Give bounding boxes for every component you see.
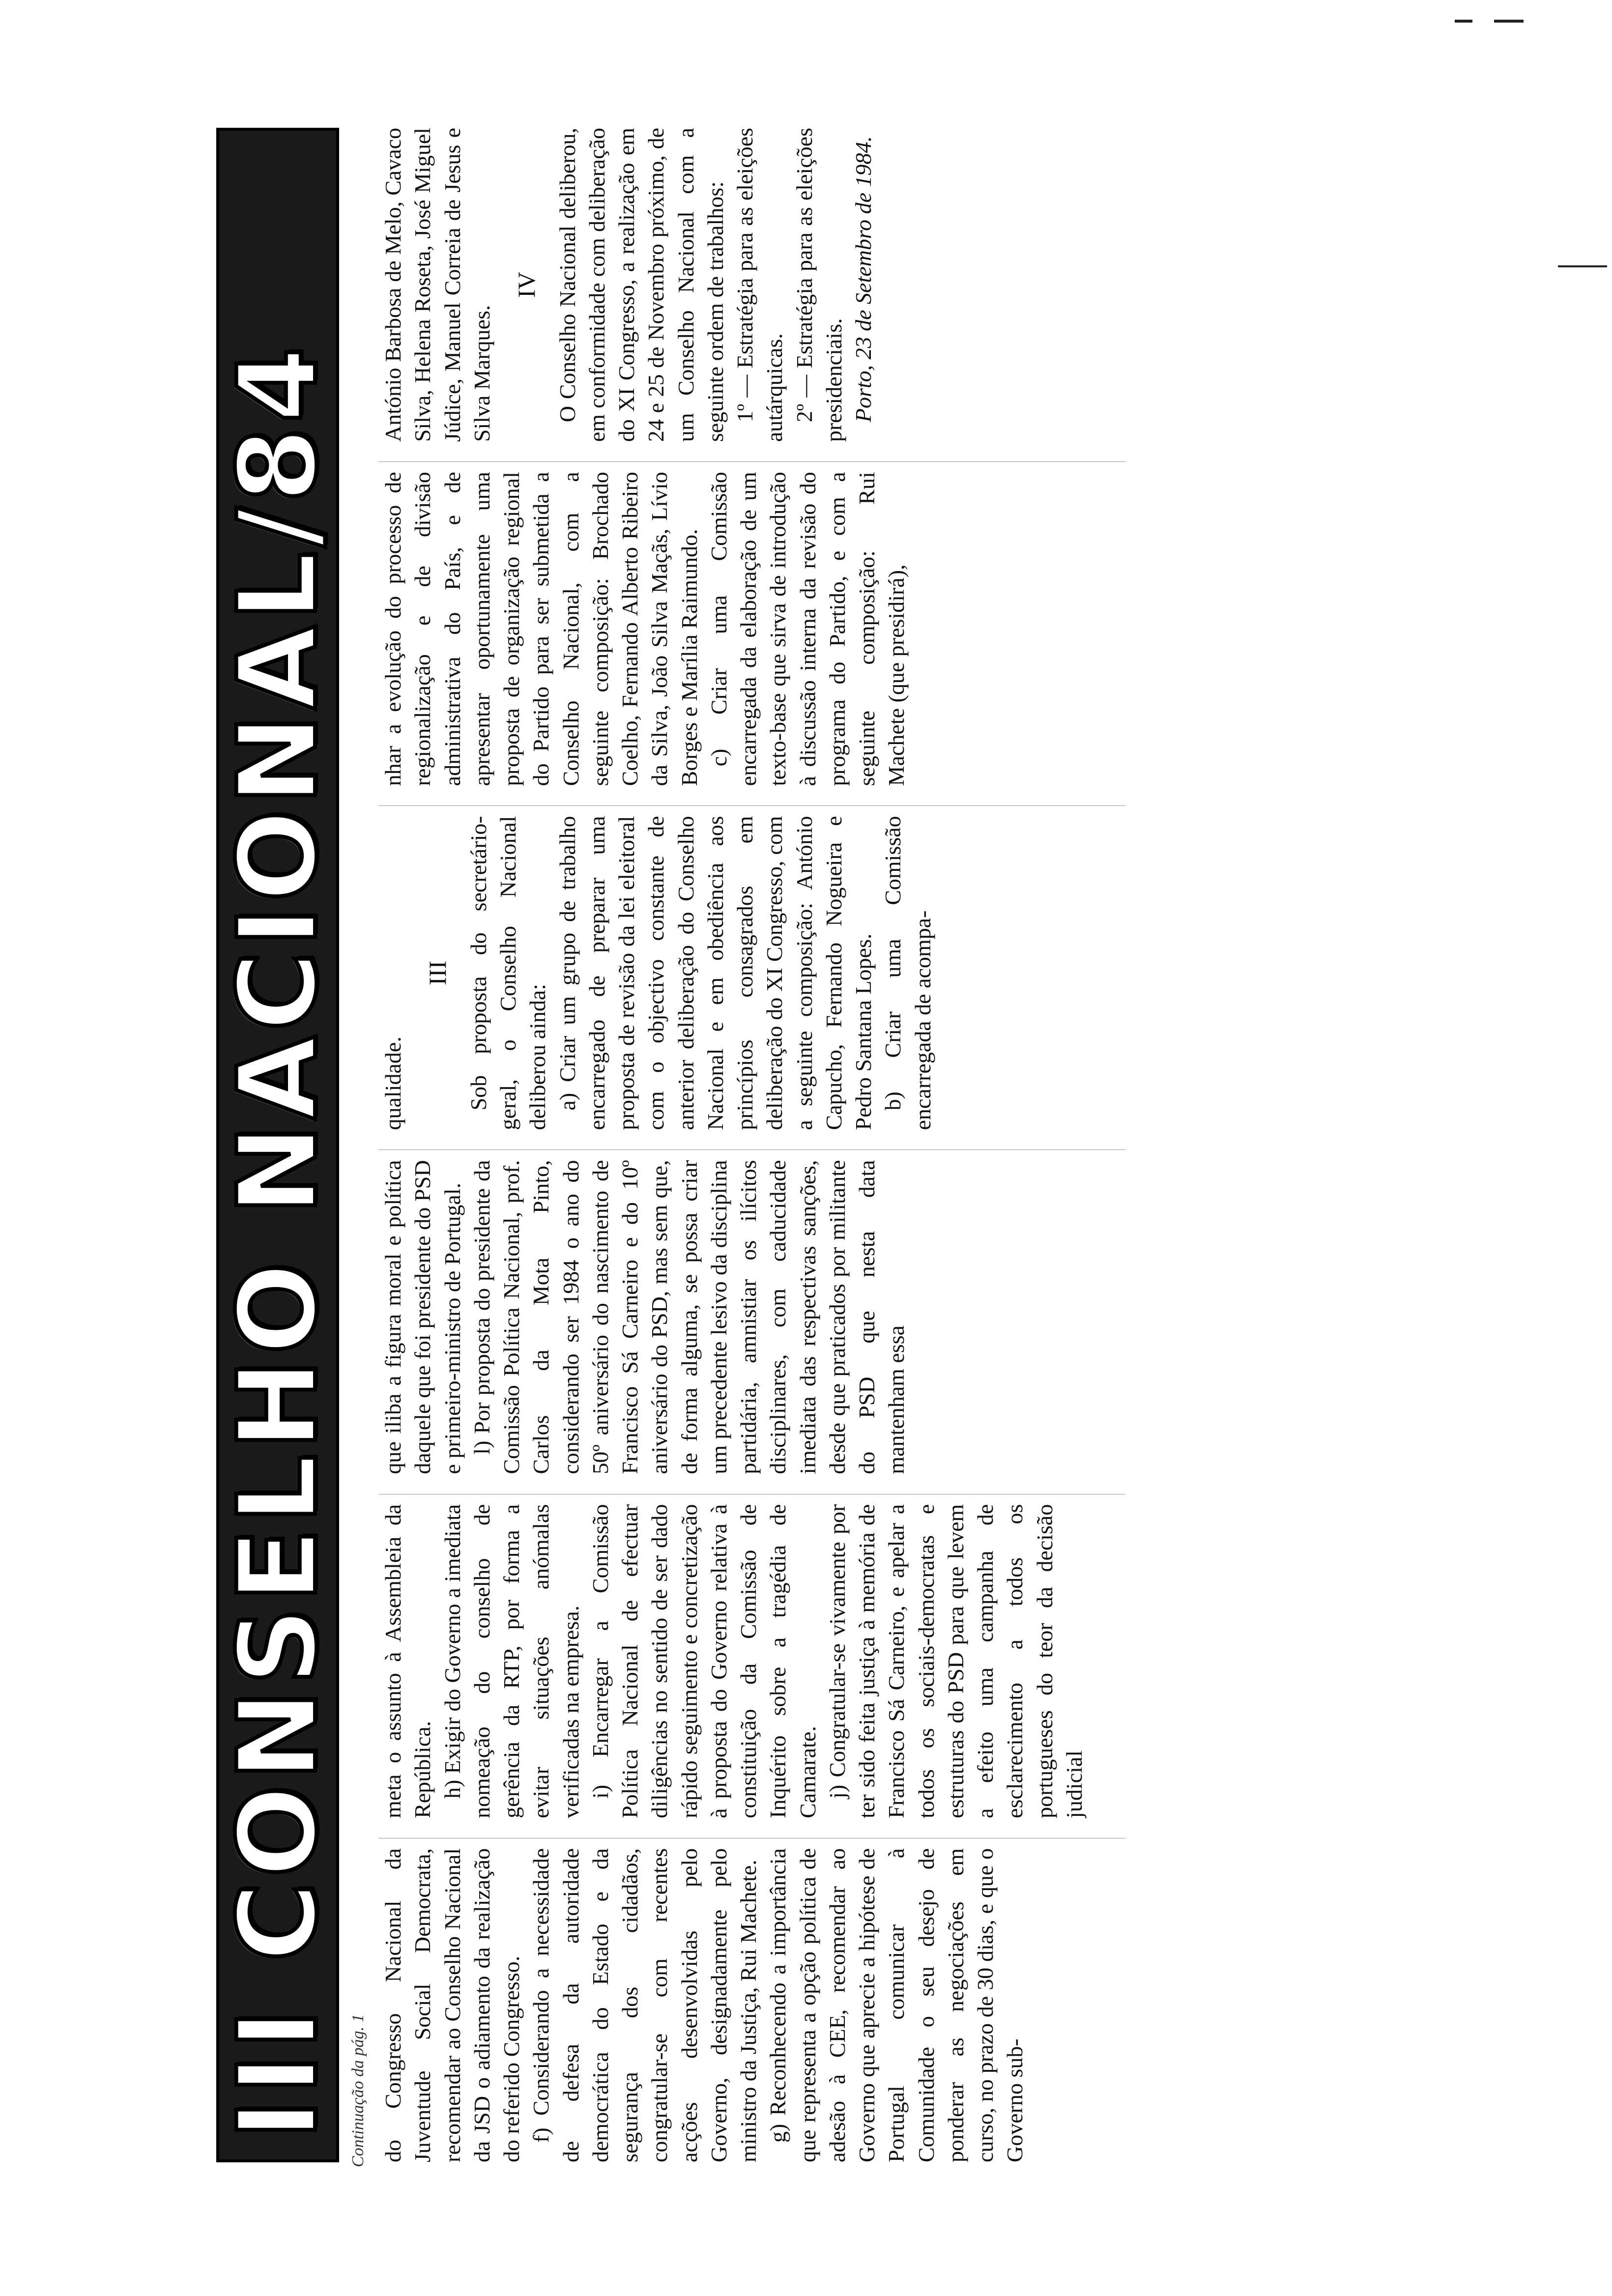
paragraph: 2º — Estratégia para as eleições presidenciais. (791, 127, 846, 442)
paragraph: António Barbosa de Melo, Cavaco Silva, Helena Roseta, José Miguel Júdice, Manuel Correia de Jesus e Silva Marques. (380, 127, 494, 442)
dateline: Porto, 23 de Setembro de 1984. (851, 136, 876, 423)
column-6 (378, 118, 1125, 442)
paragraph: meta o assunto à Assembleia da República. (380, 1504, 435, 1818)
paragraph: g) Reconhecendo a importância que representa a opção política de adesão à CEE, recomendar ao Governo que aprecie a hipótese de Portugal comunicar à Comunidade o seu desejo de ponderar as negociações em curso, no prazo de 30 dias, e que o Governo sub- (765, 1848, 1028, 2162)
paragraph: que iliba a figura moral e política daquele que foi presidente do PSD e primeiro-ministro de Portugal. (380, 1160, 465, 1474)
column-3 (378, 1149, 1125, 1474)
paragraph: do Congresso Nacional da Juventude Social Democrata, recomendar ao Conselho Nacional da JSD o adiamento da realização do referido Congresso. (380, 1848, 524, 2162)
scan-artifact (1455, 20, 1472, 23)
column-2 (378, 1494, 1125, 1818)
continuation-note: Continuação da pág. 1 (349, 2014, 367, 2167)
paragraph: f) Considerando a necessidade de defesa da autoridade democrática do Estado e da segurança dos cidadãos, congratular-se com recentes acções desenvolvidas pelo Governo, designadamente pelo ministro da Justiça, Rui Machete. (528, 1848, 761, 2162)
headline: III CONSELHO NACIONAL/84 (215, 342, 341, 2140)
paragraph: a) Criar um grupo de trabalho encarregado de preparar uma proposta de revisão da lei eleitoral com o objectivo constante de anterior deliberação do Conselho Nacional e em obediência aos princípios consagrados em deliberação do XI Congresso, com a seguinte composição: António Capucho, Fernando Nogueira e Pedro Santana Lopes. (554, 816, 876, 1130)
paragraph: O Conselho Nacional deliberou, em conformidade com deliberação do XI Congresso, a realização em 24 e 25 de Novembro próximo, de um Conselho Nacional com a seguinte ordem de trabalhos: (554, 127, 728, 442)
paragraph: Sob proposta do secretário-geral, o Conselho Nacional deliberou ainda: (465, 816, 550, 1130)
section-heading: IV (513, 272, 540, 298)
paragraph: qualidade. (380, 1036, 405, 1130)
paragraph: h) Exigir do Governo a imediata nomeação do conselho de gerência da RTP, por forma a evitar situações anómalas verificadas na empresa. (439, 1504, 583, 1818)
paragraph: i) Encarregar a Comissão Política Nacional de efectuar diligências no sentido de ser dado rápido seguimento e concretização à proposta do Governo relativa à constituição da Comissão de Inquérito sobre a tragédia de Camarate. (587, 1504, 820, 1818)
paragraph: c) Criar uma Comissão encarregada da elaboração de um texto-base que sirva de introdução à discussão interna da revisão do programa do Partido, e com a seguinte composição: Rui Machete (que presidirá), (706, 472, 909, 786)
newspaper-clipping (177, 98, 1140, 2182)
scan-artifact (1494, 20, 1524, 23)
section-heading: III (424, 960, 452, 985)
paragraph: l) Por proposta do presidente da Comissão Política Nacional, prof. Carlos da Mota Pinto, considerando ser 1984 o ano do 50º aniversário do nascimento de Francisco Sá Carneiro e do 10º aniversário do PSD, mas sem que, de forma alguma, se possa criar um precedente lesivo da disciplina partidária, amnistiar os ilícitos disciplinares, com caducidade imediata das respectivas sanções, desde que praticados por militante do PSD que nesta data mantenham essa (469, 1160, 909, 1474)
paragraph: nhar a evolução do processo de regionalização e de divisão administrativa do País, e de apresentar oportunamente uma proposta de organização regional do Partido para ser submetida a Conselho Nacional, com a seguinte composição: Brochado Coelho, Fernando Alberto Ribeiro da Silva, João Silva Maçãs, Lívio Borges e Marília Raimundo. (380, 472, 702, 786)
column-1 (378, 1838, 1125, 2162)
column-4 (378, 805, 1125, 1130)
paragraph: 1º — Estratégia para as eleições autárquicas. (732, 127, 787, 442)
scan-artifact (1558, 265, 1607, 267)
headline-banner (216, 128, 339, 2162)
paragraph: b) Criar uma Comissão encarregada de acompa- (880, 816, 935, 1130)
article-columns (378, 118, 1125, 2162)
column-5 (378, 461, 1125, 786)
paragraph: j) Congratular-se vivamente por ter sido feita justiça à memória de Francisco Sá Carneiro, e apelar a todos os sociais-democratas e estruturas do PSD para que levem a efeito uma campanha de esclarecimento a todos os portugueses do teor da decisão judicial (824, 1504, 1087, 1818)
